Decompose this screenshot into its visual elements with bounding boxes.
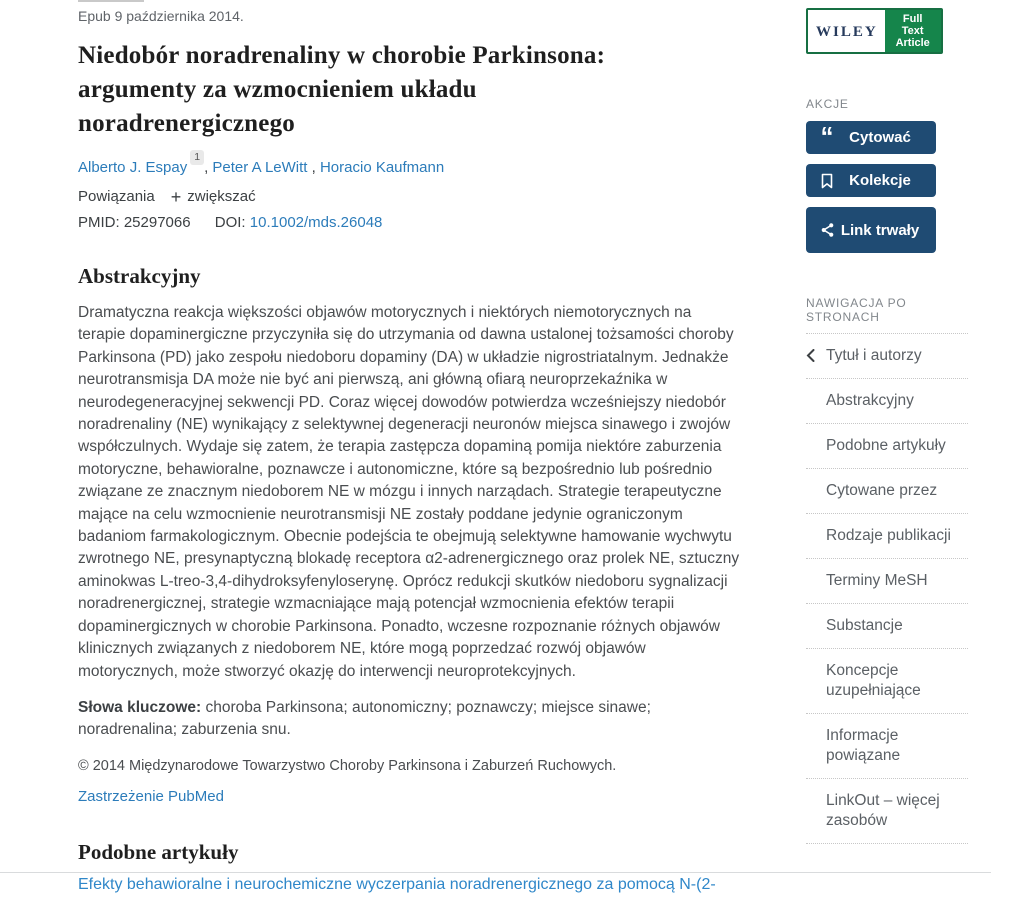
nav-item-related-information[interactable]	[806, 714, 968, 779]
nav-item-publication-types[interactable]	[806, 514, 968, 559]
expand-button-label: zwiększać	[187, 188, 256, 205]
copyright-line: © 2014 Międzynarodowe Towarzystwo Choroby Parkinsona i Zaburzeń Ruchowych.	[78, 757, 617, 774]
author-link[interactable]: Horacio Kaufmann	[319, 159, 445, 176]
keywords-line	[78, 697, 740, 742]
pubmed-disclaimer-link[interactable]: Zastrzeżenie PubMed	[78, 787, 224, 805]
nav-item-label: Abstrakcyjny	[826, 392, 914, 409]
cite-button-label: Cytować	[849, 129, 911, 146]
article-sidebar	[806, 8, 968, 844]
article-main	[78, 0, 740, 894]
cite-button[interactable]	[806, 121, 936, 154]
collections-button[interactable]	[806, 164, 936, 197]
author-link[interactable]: Peter A LeWitt	[212, 159, 308, 176]
nav-item-label: Informacje powiązane	[826, 727, 901, 764]
fulltext-badge: Full Text Article	[885, 10, 941, 52]
page-navigation-label: NAWIGACJA PO STRONACH	[806, 296, 907, 324]
permalink-button-label: Link trwały	[840, 221, 920, 239]
nav-item-label: LinkOut – więcej zasobów	[826, 792, 940, 829]
similar-article-link[interactable]: Efekty behawioralne i neurochemiczne wyczerpania noradrenergicznego za pomocą N-(2-	[78, 875, 716, 893]
author-separator: ,	[307, 159, 320, 176]
nav-item-label: Podobne artykuły	[826, 437, 946, 454]
abstract-heading: Abstrakcyjny	[78, 264, 201, 288]
nav-item-abstract[interactable]	[806, 379, 968, 424]
nav-item-label: Terminy MeSH	[826, 572, 928, 589]
pmid-label: PMID:	[78, 214, 120, 231]
nav-item-label: Substancje	[826, 617, 903, 634]
affiliations-row	[78, 188, 740, 205]
share-icon	[818, 222, 836, 238]
authors-line	[78, 151, 740, 176]
affiliations-button[interactable]: Powiązania	[78, 188, 155, 205]
keywords-label: Słowa kluczowe:	[78, 698, 202, 716]
nav-item-label: Rodzaje publikacji	[826, 527, 951, 544]
nav-item-linkout[interactable]	[806, 779, 968, 844]
nav-item-title-authors[interactable]	[806, 334, 968, 379]
similar-articles-heading: Podobne artykuły	[78, 839, 239, 864]
abstract-text: Dramatyczna reakcja większości objawów motorycznych i niektórych niemotorycznych na terapie dopaminergiczne przyczyniła się do utrzymania od dawna ustalonej tożsamości choroby Parkinsona (PD) jako zespołu niedoboru dopaminy (DA) w układzie nigrostriatalnym. Jednakże neurotransmisja DA może nie być ani pierwszą, ani główną ofiarą neuroprzekaźnika w neurodegeneracyjnej sekwencji PD. Coraz więcej dowodów potwierdza wcześniejszy niedobór noradrenaliny (NE) wynikający z selektywnej degeneracji neuronów miejsca sinawego i zwojów współczulnych. Wydaje się zatem, że terapia zastępcza dopaminą pomija niektóre zaburzenia motoryczne, behawioralne, poznawcze i autonomiczne, które są bezpośrednio lub pośrednio związane ze znacznym niedoborem NE w mózgu i innych narządach. Strategie terapeutyczne mające na celu wzmocnienie neurotransmisji NE zostały poddane jedynie ograniczonym badaniom farmakologicznym. Obecnie podejścia te obejmują selektywne hamowanie wychwytu zwrotnego NE, presynaptyczną blokadę receptora α2-adrenergicznego oraz prolek NE, sztuczny aminokwas L-treo-3,4-dihydroksyfenyloserynę. Oprócz redukcji skutków niedoboru sygnalizacji noradrenergicznej, strategie wzmacniające mają potencjał wzmocnienia efektów terapii dopaminergicznych w chorobie Parkinsona. Ponadto, wczesne rozpoznanie różnych objawów klinicznych związanych z niedoborem NE, które mogą poprzedzać rozwój objawów motorycznych, może stworzyć okazję do interwencji neuroprotekcyjnych.	[78, 304, 740, 680]
nav-item-mesh-terms[interactable]	[806, 559, 968, 604]
nav-item-supplementary-concepts[interactable]	[806, 649, 968, 714]
nav-item-cited-by[interactable]	[806, 469, 968, 514]
keywords-text: choroba Parkinsona; autonomiczny; poznawczy; miejsce sinawe; noradrenalina; zaburzenia snu.	[78, 698, 651, 739]
nav-item-similar-articles[interactable]	[806, 424, 968, 469]
actions-label: AKCJE	[806, 97, 849, 111]
page-navigation	[806, 333, 968, 844]
expand-button[interactable]	[171, 188, 256, 205]
doi-label: DOI:	[214, 214, 246, 231]
identifiers-row	[78, 214, 740, 231]
author-link[interactable]: Alberto J. Espay	[78, 159, 188, 176]
nav-item-label: Cytowane przez	[826, 482, 938, 499]
article-title: Niedobór noradrenaliny w chorobie Parkinsona: argumenty za wzmocnieniem układu noradrenergicznego	[78, 42, 606, 137]
permalink-button[interactable]	[806, 207, 936, 253]
nav-item-label: Tytuł i autorzy	[826, 347, 922, 364]
wiley-logo: WILEY	[816, 23, 878, 40]
bookmark-icon	[818, 173, 836, 189]
nav-item-label: Koncepcje uzupełniające	[826, 662, 921, 699]
chevron-left-icon	[806, 348, 815, 368]
bottom-divider	[0, 872, 991, 873]
quote-icon: “	[820, 120, 834, 151]
author-separator: ,	[204, 159, 213, 176]
affiliation-superscript[interactable]: 1	[190, 150, 204, 165]
pmid-value: 25297066	[123, 214, 191, 231]
fulltext-provider-button[interactable]	[806, 8, 943, 54]
epub-date: Epub 9 października 2014.	[78, 8, 244, 24]
doi-link[interactable]: 10.1002/mds.26048	[249, 214, 383, 231]
collections-button-label: Kolekcje	[849, 172, 911, 189]
nav-item-substances[interactable]	[806, 604, 968, 649]
plus-icon: +	[170, 186, 182, 207]
